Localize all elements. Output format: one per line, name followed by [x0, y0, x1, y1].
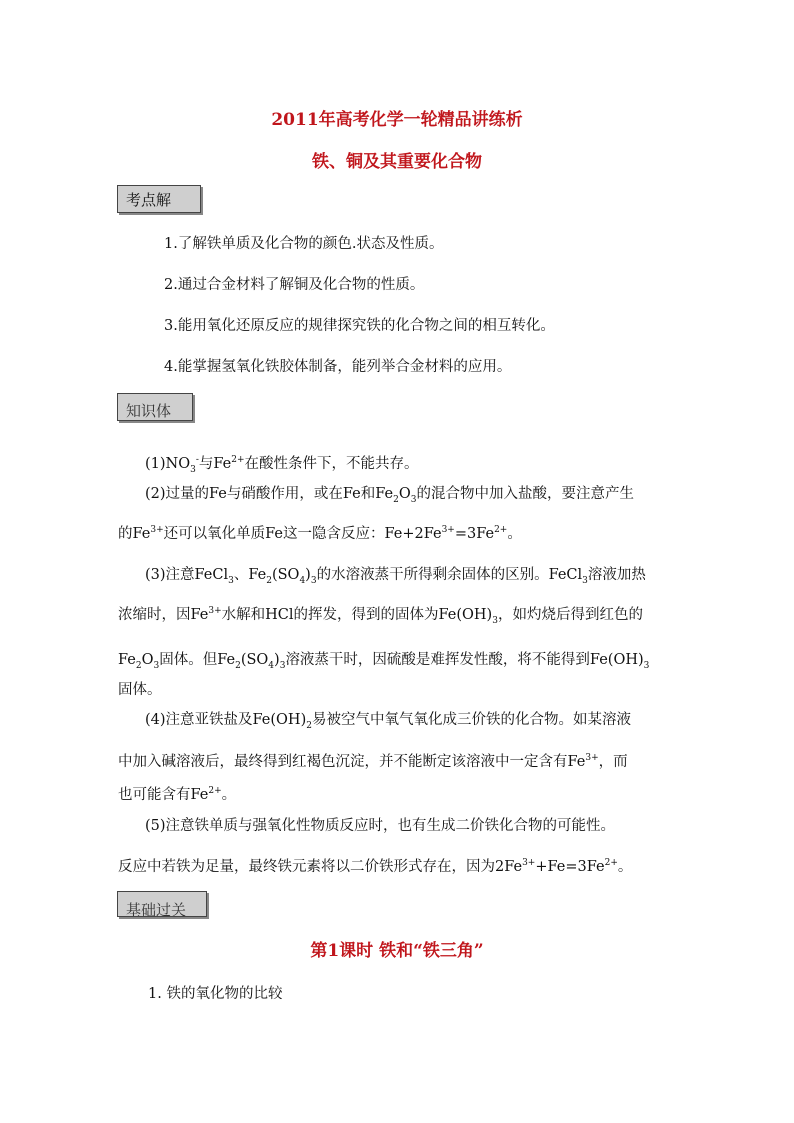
- document-title: 2011年高考化学一轮精品讲练析: [271, 110, 523, 130]
- objective-item: 1.了解铁单质及化合物的颜色.状态及性质。: [164, 236, 444, 252]
- objective-item: 4.能掌握氢氧化铁胶体制备，能列举合金材料的应用。: [164, 359, 512, 375]
- section-tab-objectives: 考点解: [117, 185, 201, 213]
- objective-item: 2.通过合金材料了解铜及化合物的性质。: [164, 277, 425, 293]
- note-line-4c: 也可能含有$Fe^{2+}$。: [118, 786, 237, 803]
- note-line-4: (4)注意亚铁盐及$Fe(OH)_2$易被空气中氧气氧化成三价铁的化合物。如某溶液: [145, 712, 631, 731]
- note-line-1: $(1)NO_3^-$与$Fe^{2+}$在酸性条件下，不能共存。: [145, 455, 419, 475]
- objective-item: 3.能用氧化还原反应的规律探究铁的化合物之间的相互转化。: [164, 318, 555, 334]
- document-subtitle: 铁、铜及其重要化合物: [312, 152, 482, 172]
- lesson-item-1: 1. 铁的氧化物的比较: [148, 986, 283, 1002]
- section-tab-notes: 知识体: [117, 393, 193, 421]
- note-line-3c: $Fe_2O_3$固体。但$Fe_2(SO_4)_3$溶液蒸干时，因硫酸是难挥发性酸，将不能得到$Fe(OH)_3$: [118, 652, 650, 671]
- note-line-5: (5)注意铁单质与强氧化性物质反应时，也有生成二价铁化合物的可能性。: [145, 818, 616, 834]
- note-line-2: (2)过量的Fe与硝酸作用，或在Fe和$Fe_2O_3$的混合物中加入盐酸，要注意产生: [145, 486, 634, 505]
- note-line-3b: 浓缩时，因$Fe^{3+}$水解和HCl的挥发，得到的固体为$Fe(OH)_3$，如灼烧后得到红色的: [118, 606, 643, 626]
- note-line-5b: 反应中若铁为足量，最终铁元素将以二价铁形式存在，因为$2Fe^{3+}+Fe=3Fe^{2+}$。: [118, 858, 633, 875]
- note-line-3d: 固体。: [118, 682, 162, 698]
- note-line-4b: 中加入碱溶液后，最终得到红褐色沉淀，并不能断定该溶液中一定含有$Fe^{3+}$，而: [118, 753, 628, 770]
- section-tab-basics: 基础过关: [117, 891, 207, 917]
- note-line-2b: 的$Fe^{3+}$还可以氧化单质Fe这一隐含反应：$Fe+2Fe^{3+}=3Fe^{2+}$。: [118, 525, 522, 542]
- lesson-title: 第1课时 铁和“铁三角”: [310, 941, 484, 961]
- note-line-3: (3)注意FeCl$_3$、$Fe_2(SO_4)_3$的水溶液蒸干所得剩余固体的区别。FeCl$_3$溶液加热: [145, 567, 646, 586]
